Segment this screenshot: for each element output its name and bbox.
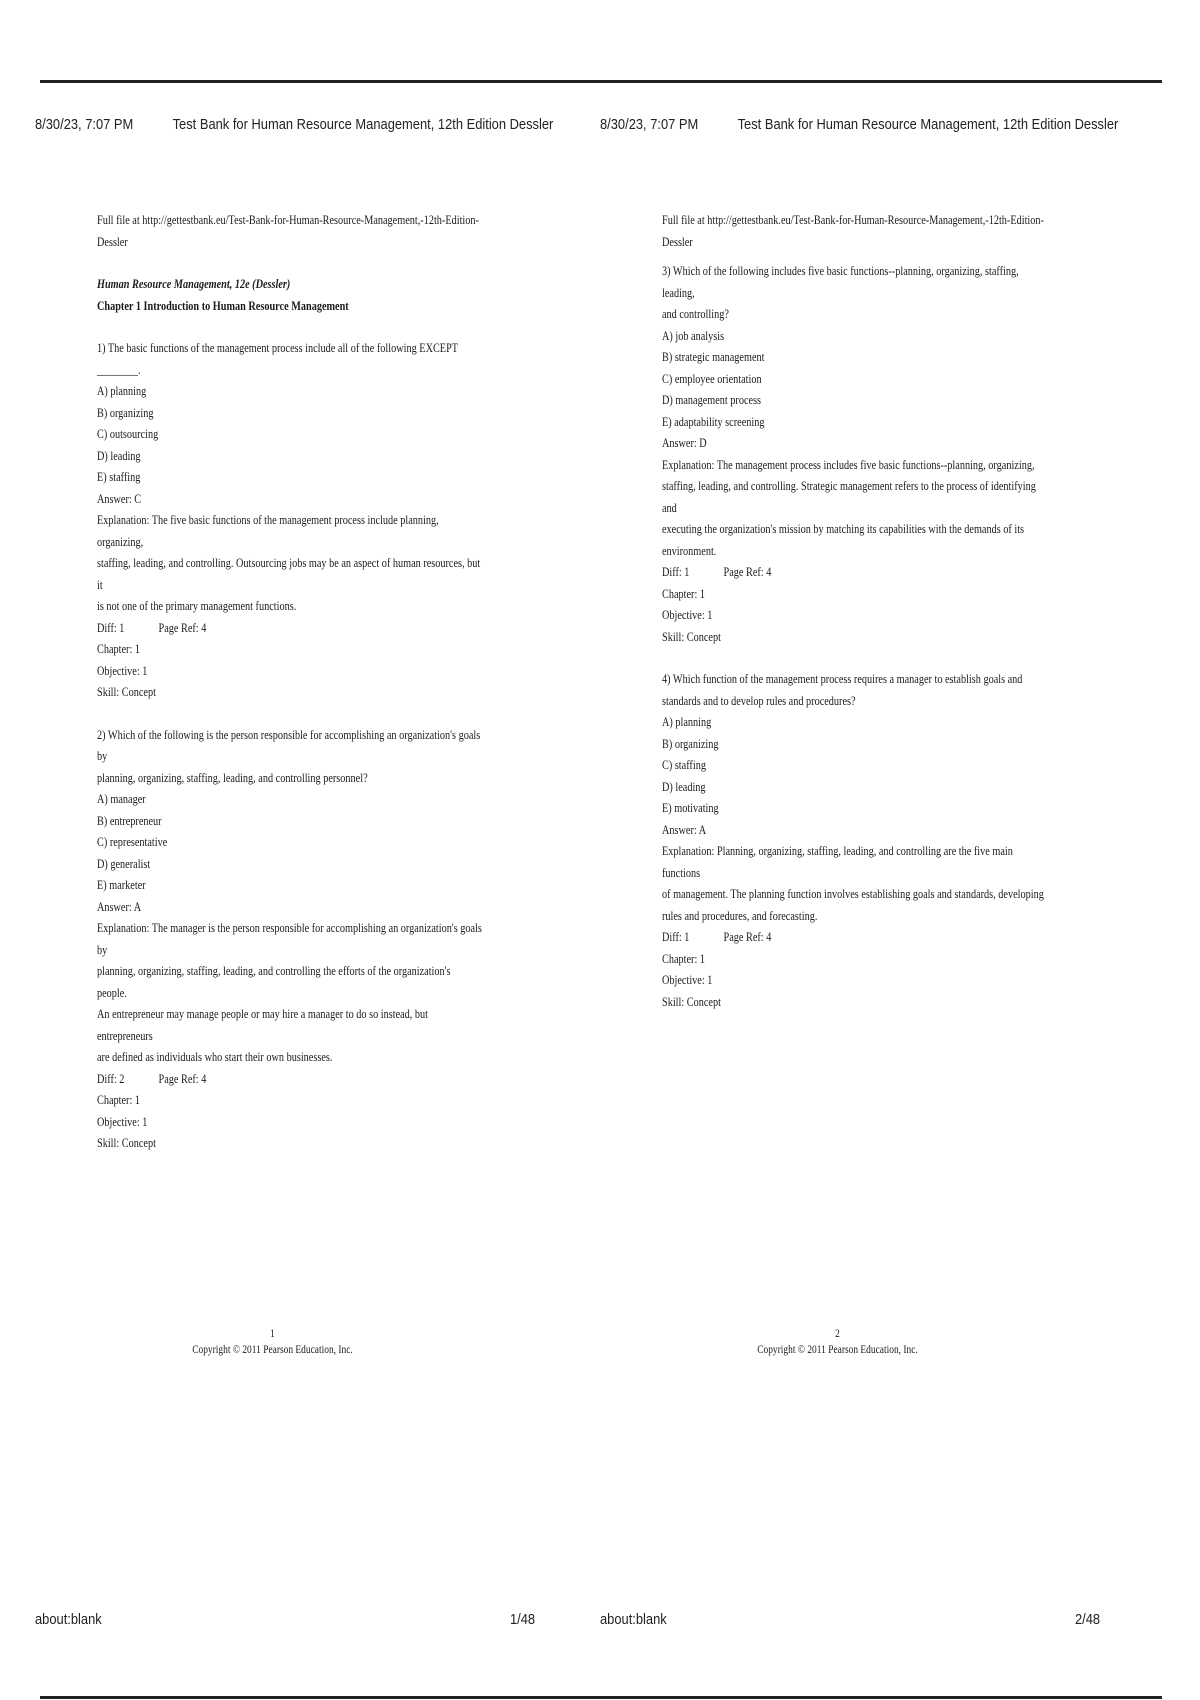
printed-page-2 <box>600 80 1165 1696</box>
answer-option: C) employee orientation <box>662 371 762 386</box>
answer-option: B) strategic management <box>662 350 765 364</box>
question-block <box>97 725 482 1155</box>
page-ref: Page Ref: 4 <box>158 620 207 635</box>
answer-option: C) outsourcing <box>97 427 159 441</box>
print-url: about:blank <box>35 1611 102 1628</box>
chapter-title: Chapter 1 Introduction to Human Resource Management <box>97 298 349 313</box>
answer-option: D) generalist <box>97 856 151 871</box>
explanation-line: An entrepreneur may manage people or may hire a manager to do so instead, but entrepreneurs <box>97 1007 429 1043</box>
objective-meta: Objective: 1 <box>662 608 713 622</box>
answer-option: D) leading <box>662 779 706 794</box>
answer-option: E) adaptability screening <box>662 414 765 429</box>
difficulty: Diff: 1 <box>97 620 125 635</box>
answer-key: Answer: C <box>97 491 142 506</box>
file-link-line: Dessler <box>662 234 693 249</box>
answer-option: B) organizing <box>662 736 719 751</box>
page-content <box>97 210 482 1155</box>
explanation-line: staffing, leading, and controlling. Outsourcing jobs may be an aspect of human resources, but it <box>97 556 481 592</box>
question-stem: ________. <box>97 362 141 377</box>
explanation-line: of management. The planning function involves establishing goals and standards, developing <box>662 887 1044 901</box>
page-content <box>662 210 1047 1013</box>
explanation-line: Explanation: Planning, organizing, staffing, leading, and controlling are the five main functions <box>662 844 1013 880</box>
answer-key: Answer: A <box>97 899 142 914</box>
explanation-line: environment. <box>662 543 717 558</box>
objective-meta: Objective: 1 <box>97 1114 148 1129</box>
chapter-meta: Chapter: 1 <box>97 642 140 656</box>
bottom-divider <box>40 1696 1162 1699</box>
explanation-line: Explanation: The five basic functions of the management process include planning, organizing, <box>97 513 439 549</box>
answer-option: D) leading <box>97 448 141 463</box>
question-stem: 1) The basic functions of the management process include all of the following EXCEPT <box>97 341 459 355</box>
document-page-number: 1 <box>270 1328 275 1340</box>
printed-page-1 <box>35 80 600 1696</box>
question-stem: 4) Which function of the management process requires a manager to establish goals and <box>662 672 1023 686</box>
answer-option: A) manager <box>97 792 146 806</box>
print-header <box>35 116 554 133</box>
question-block <box>662 261 1047 648</box>
explanation-line: Explanation: The manager is the person responsible for accomplishing an organization's goals by <box>97 921 482 957</box>
page-ref: Page Ref: 4 <box>723 565 772 579</box>
answer-option: A) job analysis <box>662 328 725 343</box>
question-stem: 3) Which of the following includes five basic functions--planning, organizing, staffing, leading, <box>662 264 1019 300</box>
file-link-line: Dessler <box>97 234 128 249</box>
page-ref: Page Ref: 4 <box>158 1071 207 1086</box>
book-title: Human Resource Management, 12e (Dessler) <box>97 277 291 291</box>
explanation-line: is not one of the primary management functions. <box>97 599 297 613</box>
objective-meta: Objective: 1 <box>662 973 713 987</box>
answer-option: D) management process <box>662 393 762 407</box>
skill-meta: Skill: Concept <box>662 629 721 644</box>
skill-meta: Skill: Concept <box>662 994 721 1009</box>
print-page-count: 1/48 <box>510 1611 536 1628</box>
explanation-line: are defined as individuals who start their own businesses. <box>97 1050 333 1064</box>
answer-option: B) organizing <box>97 405 154 420</box>
question-stem: 2) Which of the following is the person responsible for accomplishing an organization's goals by <box>97 727 481 763</box>
answer-option: A) planning <box>662 715 712 729</box>
difficulty: Diff: 1 <box>662 565 690 579</box>
question-stem: planning, organizing, staffing, leading, and controlling personnel? <box>97 770 368 785</box>
print-page-count: 2/48 <box>1075 1611 1101 1628</box>
print-title: Test Bank for Human Resource Management, 12th Edition Dessler <box>172 116 554 133</box>
print-datetime: 8/30/23, 7:07 PM <box>600 116 699 133</box>
print-datetime: 8/30/23, 7:07 PM <box>35 116 134 133</box>
question-block <box>97 338 482 704</box>
skill-meta: Skill: Concept <box>97 685 156 699</box>
skill-meta: Skill: Concept <box>97 1136 156 1150</box>
file-link-line: Full file at http://gettestbank.eu/Test-Bank-for-Human-Resource-Management,-12th-Edition- <box>662 213 1044 227</box>
document-page-number: 2 <box>835 1328 840 1340</box>
page-ref: Page Ref: 4 <box>723 930 772 944</box>
print-header <box>600 116 1119 133</box>
copyright: Copyright © 2011 Pearson Education, Inc. <box>192 1344 353 1356</box>
question-stem: standards and to develop rules and procedures? <box>662 693 856 708</box>
answer-option: E) staffing <box>97 470 141 484</box>
difficulty-row <box>662 562 1047 584</box>
question-stem: and controlling? <box>662 307 729 321</box>
document-footer <box>600 1326 1165 1358</box>
difficulty-row <box>97 618 482 640</box>
answer-option: C) staffing <box>662 758 706 772</box>
answer-option: E) marketer <box>97 878 146 892</box>
explanation-line: planning, organizing, staffing, leading, and controlling the efforts of the organization's people. <box>97 964 451 1000</box>
answer-option: C) representative <box>97 835 168 849</box>
difficulty-row <box>97 1069 482 1091</box>
answer-option: B) entrepreneur <box>97 813 162 828</box>
explanation-line: rules and procedures, and forecasting. <box>662 908 818 923</box>
document-footer <box>35 1326 600 1358</box>
print-url: about:blank <box>600 1611 667 1628</box>
answer-option: A) planning <box>97 384 147 398</box>
explanation-line: Explanation: The management process includes five basic functions--planning, organizing, <box>662 457 1035 472</box>
answer-option: E) motivating <box>662 801 719 815</box>
chapter-meta: Chapter: 1 <box>97 1093 140 1107</box>
chapter-meta: Chapter: 1 <box>662 586 705 601</box>
answer-key: Answer: D <box>662 436 707 450</box>
difficulty: Diff: 1 <box>662 930 690 944</box>
chapter-meta: Chapter: 1 <box>662 951 705 966</box>
print-title: Test Bank for Human Resource Management, 12th Edition Dessler <box>737 116 1119 133</box>
difficulty-row <box>662 927 1047 949</box>
file-link-line: Full file at http://gettestbank.eu/Test-Bank-for-Human-Resource-Management,-12th-Edition- <box>97 213 479 227</box>
copyright: Copyright © 2011 Pearson Education, Inc. <box>757 1344 918 1356</box>
difficulty: Diff: 2 <box>97 1071 125 1086</box>
question-block <box>662 669 1047 1013</box>
objective-meta: Objective: 1 <box>97 663 148 678</box>
title-block <box>97 274 482 317</box>
answer-key: Answer: A <box>662 822 707 837</box>
explanation-line: executing the organization's mission by matching its capabilities with the demands of its <box>662 522 1025 536</box>
explanation-line: staffing, leading, and controlling. Strategic management refers to the process of identifying and <box>662 479 1036 515</box>
